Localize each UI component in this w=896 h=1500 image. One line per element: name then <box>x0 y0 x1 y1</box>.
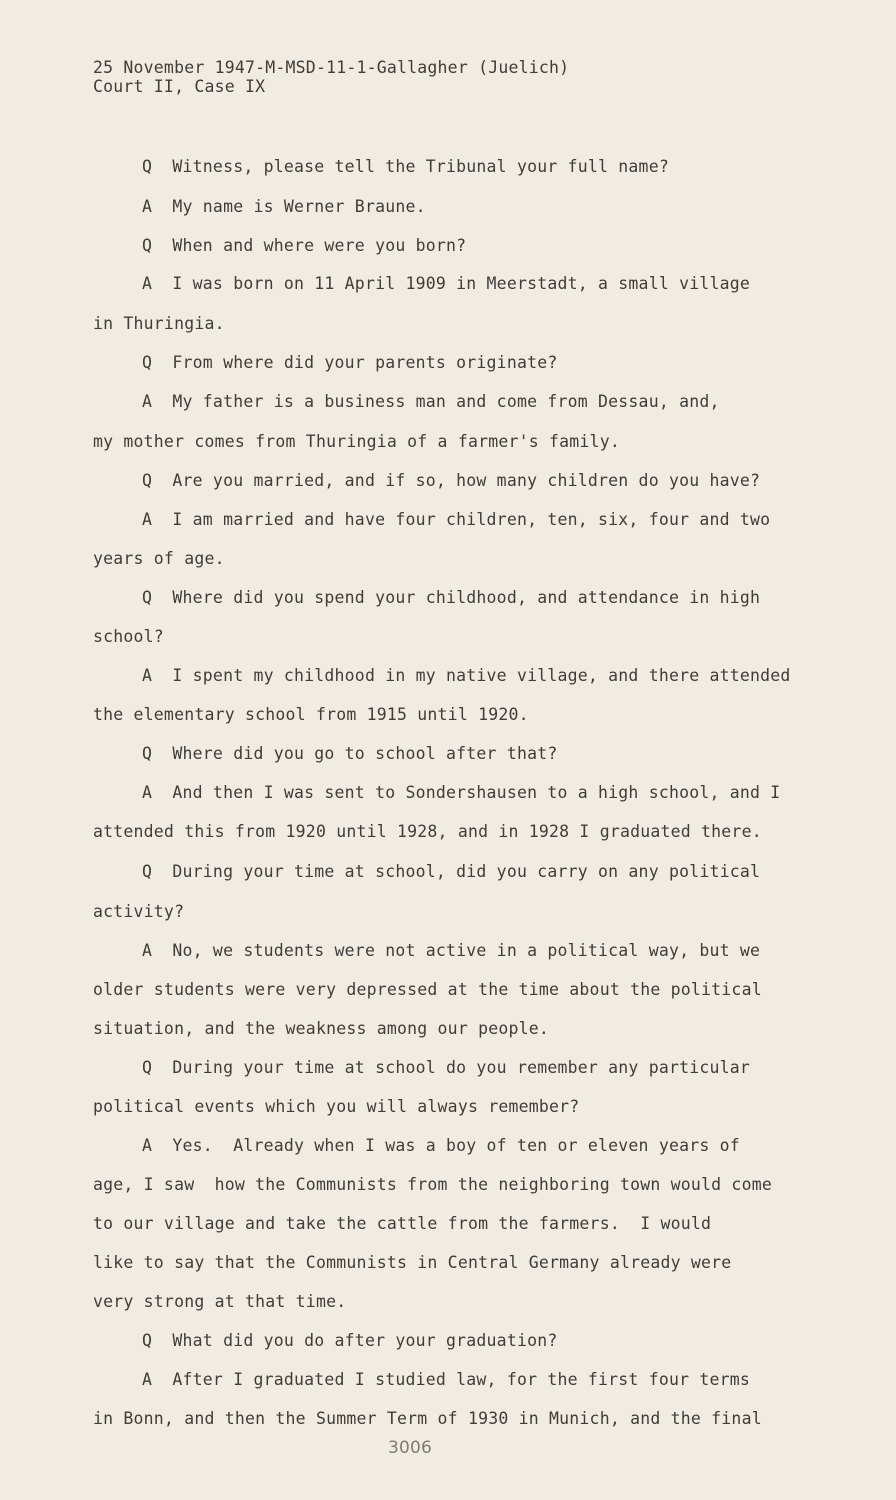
transcript-line: Q Are you married, and if so, how many children do you have? <box>142 471 761 490</box>
transcript-line: the elementary school from 1915 until 1920. <box>93 705 529 724</box>
transcript-line: years of age. <box>93 549 225 568</box>
transcript-line: A My father is a business man and come from Dessau, and, <box>142 392 720 411</box>
transcript-line: A I am married and have four children, ten, six, four and two <box>142 510 771 529</box>
header-line-2: Court II, Case IX <box>93 77 266 96</box>
transcript-line: A No, we students were not active in a political way, but we <box>142 941 761 960</box>
transcript-line: A Yes. Already when I was a boy of ten or eleven years of <box>142 1136 740 1155</box>
transcript-line: Q During your time at school, did you carry on any political <box>142 862 761 881</box>
transcript-line: Q When and where were you born? <box>142 236 467 255</box>
transcript-line: political events which you will always remember? <box>93 1097 580 1116</box>
transcript-line: A I spent my childhood in my native village, and there attended <box>142 666 791 685</box>
transcript-line: age, I saw how the Communists from the neighboring town would come <box>93 1175 772 1194</box>
transcript-line: older students were very depressed at the time about the political <box>93 980 762 999</box>
transcript-line: Q What did you do after your graduation? <box>142 1331 558 1350</box>
transcript-line: Q Where did you spend your childhood, and attendance in high <box>142 588 761 607</box>
transcript-line: activity? <box>93 902 185 921</box>
transcript-line: like to say that the Communists in Central Germany already were <box>93 1253 732 1272</box>
transcript-line: in Thuringia. <box>93 314 225 333</box>
transcript-line: school? <box>93 627 164 646</box>
transcript-line: very strong at that time. <box>93 1292 347 1311</box>
transcript-line: A I was born on 11 April 1909 in Meerstadt, a small village <box>142 274 751 293</box>
transcript-line: situation, and the weakness among our people. <box>93 1019 550 1038</box>
transcript-line: to our village and take the cattle from the farmers. I would <box>93 1214 712 1233</box>
transcript-line: attended this from 1920 until 1928, and in 1928 I graduated there. <box>93 822 762 841</box>
transcript-line: in Bonn, and then the Summer Term of 1930 in Munich, and the final <box>93 1409 762 1428</box>
document-header <box>93 58 569 96</box>
transcript-line: A My name is Werner Braune. <box>142 197 426 216</box>
transcript-line: my mother comes from Thuringia of a farmer's family. <box>93 432 620 451</box>
transcript-line: A And then I was sent to Sondershausen to a high school, and I <box>142 783 781 802</box>
transcript-line: A After I graduated I studied law, for the first four terms <box>142 1370 751 1389</box>
transcript-line: Q Witness, please tell the Tribunal your full name? <box>142 157 669 176</box>
transcript-line: Q From where did your parents originate? <box>142 353 558 372</box>
page-number: 3006 <box>388 1438 433 1458</box>
transcript-line: Q During your time at school do you remember any particular <box>142 1058 751 1077</box>
transcript-line: Q Where did you go to school after that? <box>142 744 558 763</box>
header-line-1: 25 November 1947-M-MSD-11-1-Gallagher (Juelich) <box>93 58 570 77</box>
